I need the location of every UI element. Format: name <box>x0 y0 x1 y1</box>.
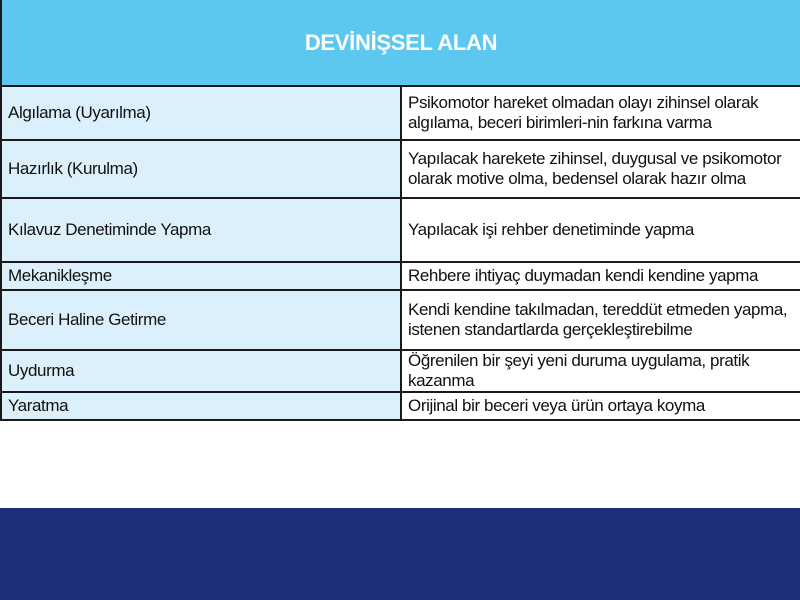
table-header-row <box>1 0 800 86</box>
description-cell: Psikomotor hareket olmadan olayı zihinsel olarak algılama, beceri birimleri-nin farkına varma <box>401 86 800 140</box>
table-row <box>1 290 800 350</box>
description-cell: Rehbere ihtiyaç duymadan kendi kendine yapma <box>401 262 800 290</box>
level-cell: Beceri Haline Getirme <box>1 290 401 350</box>
bottom-band <box>0 508 800 600</box>
table-row <box>1 350 800 392</box>
table-row <box>1 140 800 198</box>
description-cell: Yapılacak harekete zihinsel, duygusal ve psikomotor olarak motive olma, bedensel olarak hazır olma <box>401 140 800 198</box>
level-cell: Mekanikleşme <box>1 262 401 290</box>
description-cell: Kendi kendine takılmadan, tereddüt etmeden yapma, istenen standartlarda gerçekleştirebilme <box>401 290 800 350</box>
level-cell: Hazırlık (Kurulma) <box>1 140 401 198</box>
description-cell: Yapılacak işi rehber denetiminde yapma <box>401 198 800 262</box>
table-row <box>1 198 800 262</box>
level-cell: Uydurma <box>1 350 401 392</box>
level-cell: Kılavuz Denetiminde Yapma <box>1 198 401 262</box>
table-row <box>1 86 800 140</box>
table-row <box>1 392 800 420</box>
level-cell: Algılama (Uyarılma) <box>1 86 401 140</box>
description-cell: Orijinal bir beceri veya ürün ortaya koyma <box>401 392 800 420</box>
description-cell: Öğrenilen bir şeyi yeni duruma uygulama, pratik kazanma <box>401 350 800 392</box>
table-row <box>1 262 800 290</box>
table-title: DEVİNİŞSEL ALAN <box>1 0 800 86</box>
level-cell: Yaratma <box>1 392 401 420</box>
